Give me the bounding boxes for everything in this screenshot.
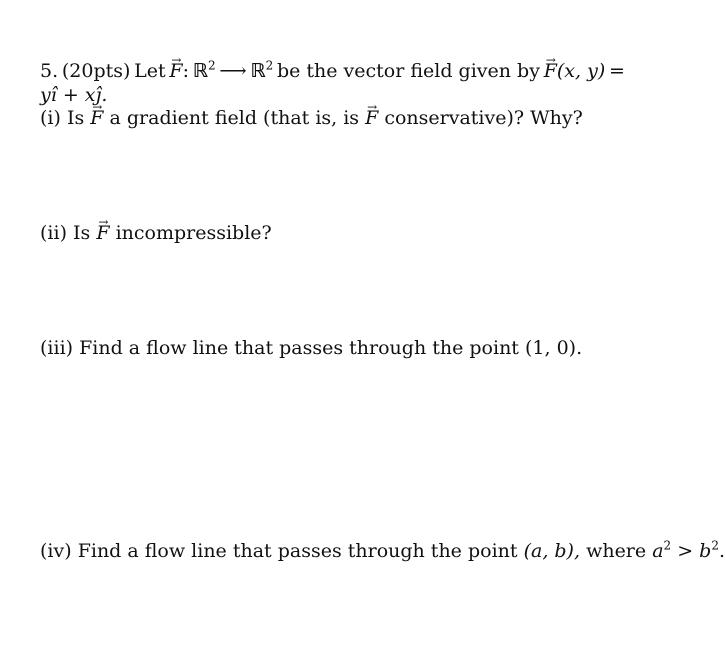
part-i-label: (i) [40,107,61,129]
part-ii-symbol: → F [96,222,109,244]
field-definition: yî + xĵ. [40,84,108,106]
codomain [250,60,273,82]
part-iv-text: Find a flow line that passes through the point [77,540,518,562]
cond-a: a [652,540,664,562]
field-symbol: → F [169,60,182,82]
cond-a-exponent: 2 [663,538,672,553]
field-map [169,60,189,82]
problem-number: 5. [40,60,59,82]
part-iv-point: (a, b), [523,540,581,562]
problem-points: (20pts) [61,60,131,82]
cond-operator: > [677,540,694,562]
part-ii-label: (ii) [40,222,67,244]
part-iv [40,540,725,562]
cond-b-exponent: 2 [711,538,719,553]
codomain-exponent: 2 [265,58,274,73]
be-text: be the vector field given by [276,60,540,82]
part-iv-where: where [586,540,647,562]
cond-period: . [718,540,725,562]
part-iii-point: (1, 0). [525,337,583,359]
domain-exponent: 2 [207,58,216,73]
equals-sign: = [608,60,625,82]
part-i [40,107,583,129]
map-arrow: ⟶ [219,60,247,82]
let-word: Let [134,60,166,82]
cond-b: b [699,540,712,562]
part-i-symbol: → F [90,107,103,129]
part-iii-text: Find a flow line that passes through the point [79,337,519,359]
part-ii-text-after: incompressible? [115,222,272,244]
domain [193,60,216,82]
field-function [544,60,606,82]
domain-set: ℝ [192,60,208,82]
part-ii [40,222,272,244]
part-i-text-after: conservative)? Why? [384,107,583,129]
part-iii [40,337,582,359]
codomain-set: ℝ [250,60,266,82]
part-ii-text-before: Is [73,222,91,244]
part-i-symbol-2: → F [365,107,378,129]
part-i-text-mid: a gradient field (that is, is [109,107,360,129]
part-iv-label: (iv) [40,540,72,562]
field-symbol-2: → F [544,60,557,82]
function-args: (x, y) [556,60,606,82]
part-iv-condition [652,540,725,562]
problem-header [40,60,625,82]
part-i-text-before: Is [66,107,85,129]
map-colon: : [182,60,189,82]
part-iii-label: (iii) [40,337,74,359]
